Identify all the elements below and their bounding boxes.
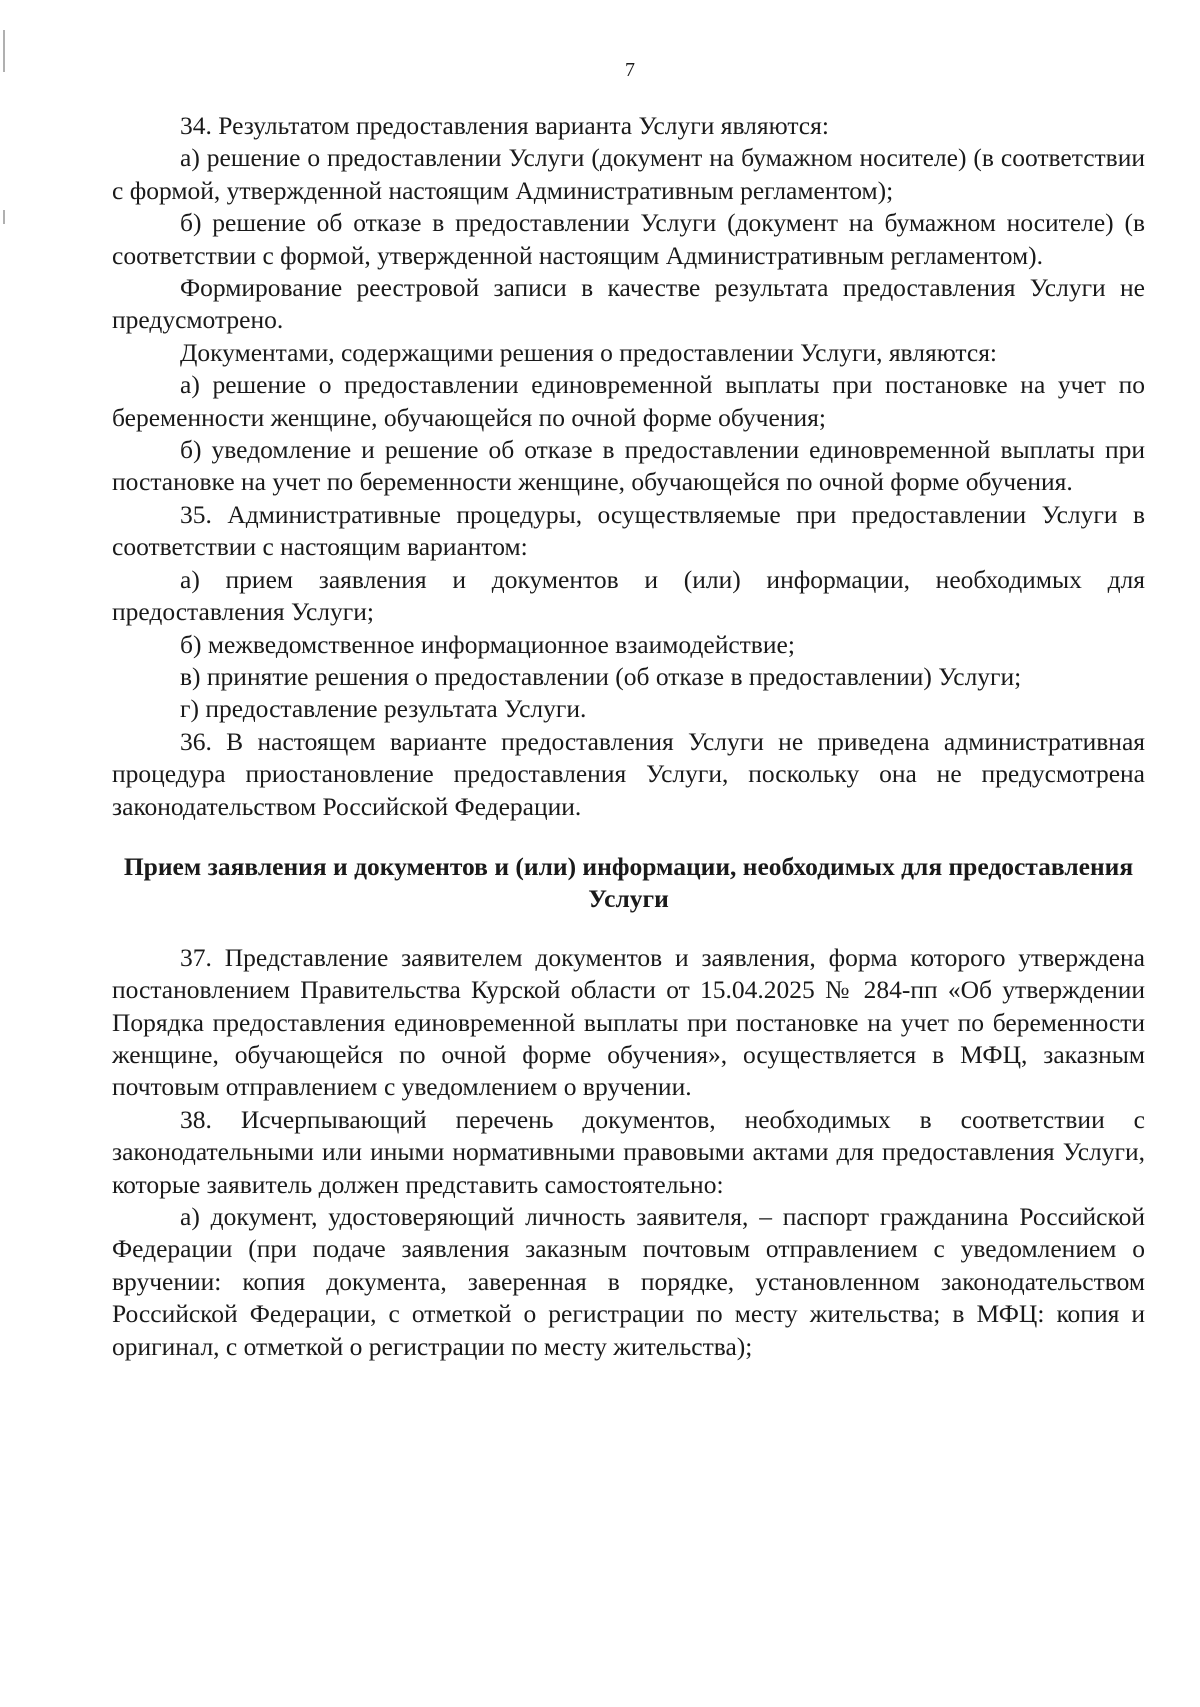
paragraph: 35. Административные процедуры, осуществляемые при предоставлении Услуги в соответствии с настоящим вариантом: [112, 499, 1145, 562]
paragraph: Документами, содержащими решения о предоставлении Услуги, являются: [180, 337, 998, 367]
paragraph: б) уведомление и решение об отказе в предоставлении единовременной выплаты при постановке на учет по беременности женщине, обучающейся по очной форме обучения. [112, 435, 1145, 497]
paragraph: 37. Представление заявителем документов и заявления, форма которого утверждена постановлением Правительства Курской области от 15.04.2025 № 284-пп «Об утверждении Порядка предоставления единовременной выплаты при постановке на учет по беременности женщине, обучающейся по очной форме обучения», осуществляется в МФЦ, заказным почтовым отправлением с уведомлением о вручении. [112, 942, 1145, 1102]
paragraph: а) решение о предоставлении Услуги (документ на бумажном носителе) (в соответствии с формой, утвержденной настоящим Административным регламентом); [112, 143, 1145, 205]
paragraph: б) решение об отказе в предоставлении Услуги (документ на бумажном носителе) (в соответствии с формой, утвержденной настоящим Административным регламентом). [112, 208, 1145, 270]
paragraph: а) прием заявления и документов и (или) информации, необходимых для предоставления Услуги; [112, 564, 1145, 627]
section-heading: Прием заявления и документов и (или) информации, необходимых для предоставления Услуги [123, 851, 1134, 914]
paragraph: Формирование реестровой записи в качестве результата предоставления Услуги не предусмотрено. [112, 273, 1145, 335]
document-body [112, 110, 1145, 1363]
paragraph: 34. Результатом предоставления варианта Услуги являются: [180, 111, 829, 140]
paragraph: 36. В настоящем варианте предоставления Услуги не приведена административная процедура приостановление предоставления Услуги, поскольку она не предусмотрена законодательством Российской Федерации. [112, 726, 1145, 821]
paragraph: б) межведомственное информационное взаимодействие; [180, 629, 795, 659]
paragraph: а) решение о предоставлении единовременной выплаты при постановке на учет по беременности женщине, обучающейся по очной форме обучения; [112, 370, 1145, 432]
paragraph: 38. Исчерпывающий перечень документов, необходимых в соответствии с законодательными или иными нормативными правовыми актами для предоставления Услуги, которые заявитель должен представить самостоятельно: [112, 1104, 1145, 1199]
paragraph: в) принятие решения о предоставлении (об отказе в предоставлении) Услуги; [180, 661, 1022, 691]
scan-edge-mark [3, 210, 5, 224]
paragraph: г) предоставление результата Услуги. [180, 694, 587, 724]
page-number: 7 [625, 59, 635, 81]
paragraph: а) документ, удостоверяющий личность заявителя, – паспорт гражданина Российской Федерации (при подаче заявления заказным почтовым отправлением с уведомлением о вручении: копия документа, заверенная в порядке, установленном законодательством Российской Федерации, с отметкой о регистрации по месту жительства; в МФЦ: копия и оригинал, с отметкой о регистрации по месту жительства); [112, 1202, 1145, 1361]
